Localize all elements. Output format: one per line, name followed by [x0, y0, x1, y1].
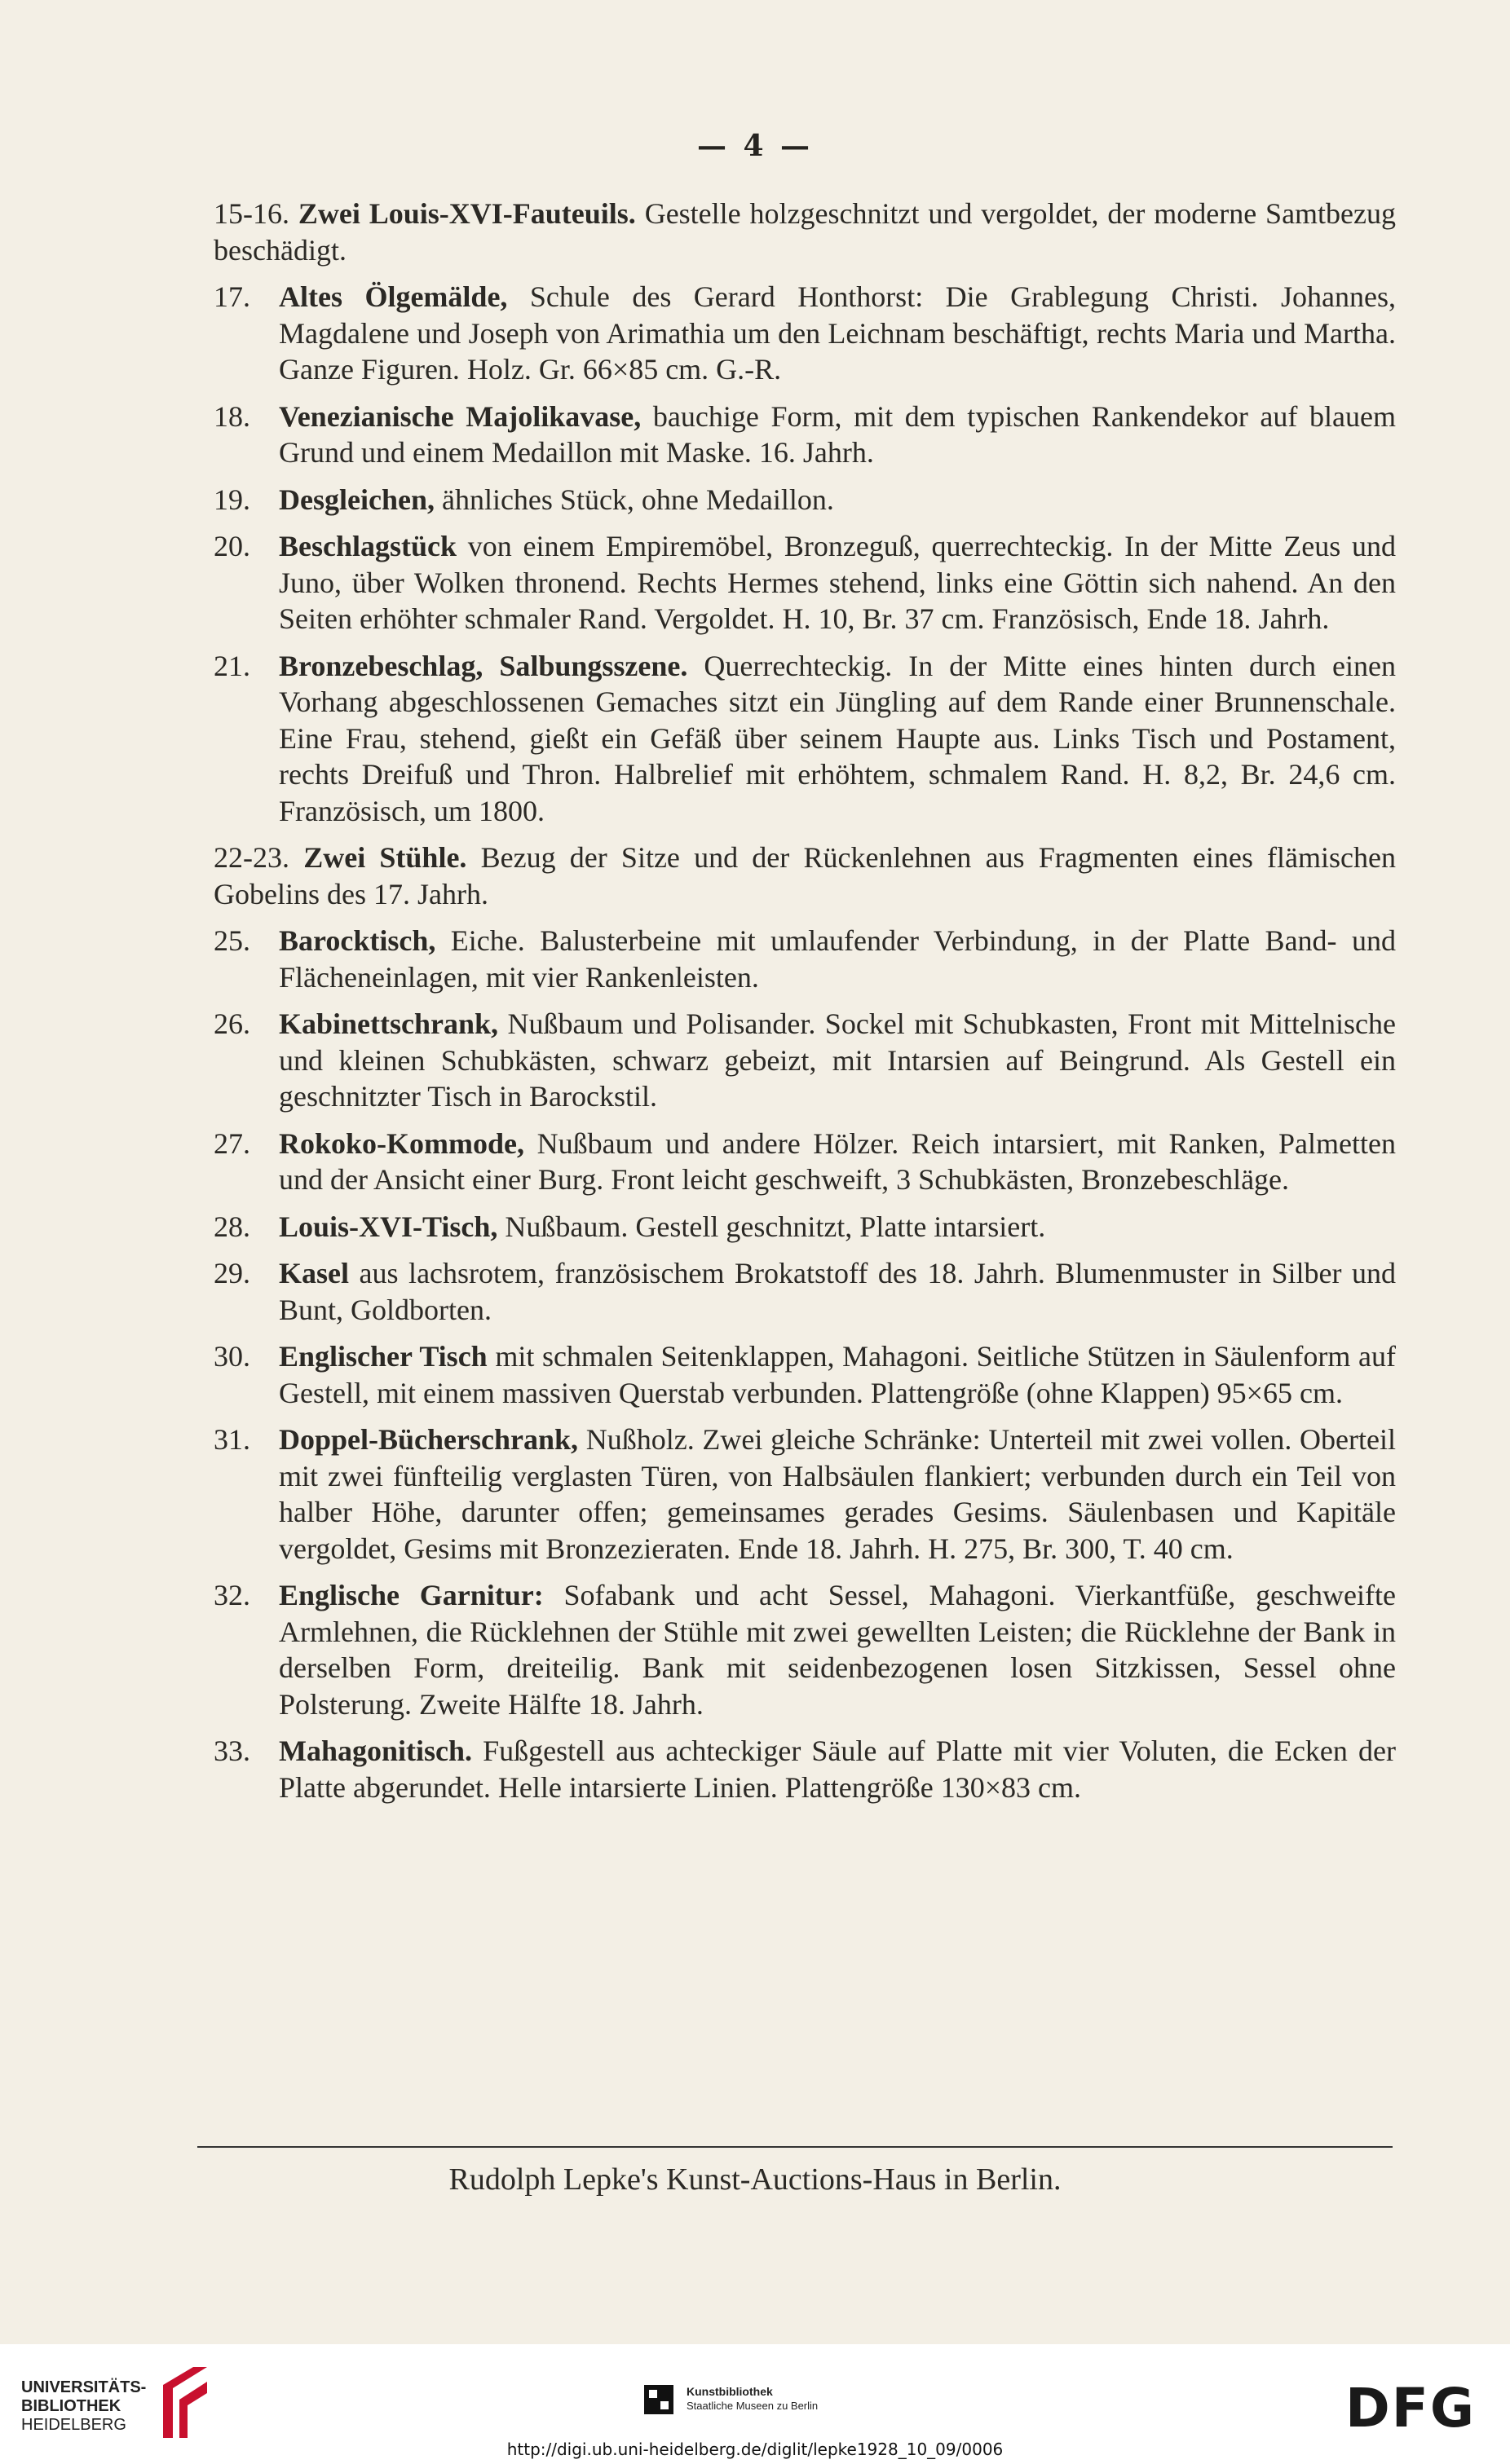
- uni-logo-line1: UNIVERSITÄTS-: [21, 2378, 147, 2396]
- entry-description: mit schmalen Seitenklappen, Mahagoni. Seitliche Stützen in Säulenform auf Gestell, mit einem massiven Querstab verbunden. Plattengröße (ohne Klappen) 95×65 cm.: [279, 1340, 1396, 1409]
- entry-title: Barocktisch,: [279, 924, 436, 957]
- catalog-entry: [214, 1733, 1396, 1805]
- entry-description: Nußholz. Zwei gleiche Schränke: Unterteil mit zwei vollen. Oberteil mit zwei fünfteilig verglasten Türen, von Halbsäulen flankiert; verbunden durch ein Teil von halber Höhe, darunter offen; gemeinsames gerades Gesims. Säulenbasen und Kapitäle vergoldet, Gesims mit Bronzezieraten. Ende 18. Jahrh. H. 275, Br. 300, T. 40 cm.: [279, 1423, 1396, 1565]
- digitization-logo-bar: [0, 2344, 1510, 2464]
- catalog-entry: [214, 1006, 1396, 1115]
- entry-number: 15-16.: [214, 197, 289, 230]
- entry-number: 26.: [214, 1007, 250, 1040]
- entry-description: Fußgestell aus achteckiger Säule auf Platte mit vier Voluten, die Ecken der Platte abgerundet. Helle intarsierte Linien. Plattengröße 130×83 cm.: [279, 1734, 1396, 1804]
- catalog-entry: [214, 840, 1396, 912]
- entry-description: Nußbaum und Polisander. Sockel mit Schubkasten, Front mit Mittelnische und kleinen Schubkästen, schwarz gebeizt, mit Intarsien auf Beingrund. Als Gestell ein geschnitzter Tisch in Barockstil.: [279, 1007, 1396, 1113]
- entry-number: 29.: [214, 1257, 250, 1289]
- entry-description: aus lachsrotem, französischem Brokatstoff des 18. Jahrh. Blumenmuster in Silber und Bunt, Goldborten.: [279, 1257, 1396, 1326]
- entry-number: 27.: [214, 1126, 250, 1160]
- entry-number: 22-23.: [214, 841, 289, 874]
- page-number: — 4 —: [696, 129, 814, 163]
- auction-house-footer: Rudolph Lepke's Kunst-Auctions-Haus in Berlin.: [448, 2162, 1062, 2197]
- catalog-entry: [214, 528, 1396, 637]
- catalog-entry: [214, 196, 1396, 268]
- entry-description: Eiche. Balusterbeine mit umlaufender Verbindung, in der Platte Band- und Flächeneinlagen, mit vier Rankenleisten.: [279, 924, 1396, 994]
- entry-number: 31.: [214, 1423, 250, 1456]
- entry-number: 32.: [214, 1579, 250, 1611]
- entry-title: Englischer Tisch: [279, 1340, 488, 1373]
- dfg-logo[interactable]: DFG: [1345, 2377, 1477, 2440]
- kunstbibliothek-subtitle: Staatliche Museen zu Berlin: [687, 2400, 819, 2412]
- entry-title: Mahagonitisch.: [279, 1734, 473, 1767]
- entry-number: 21.: [214, 649, 250, 682]
- entry-title: Beschlagstück: [279, 530, 457, 562]
- catalog-entry: [214, 1126, 1396, 1198]
- entry-description: Querrechteckig. In der Mitte eines hinten durch einen Vorhang abgeschlossenen Gemaches sitzt ein Jüngling auf dem Rande einer Brunnenschale. Eine Frau, stehend, gießt ein Gefäß über seinem Haupte aus. Links Tisch und Postament, rechts Dreifuß und Thron. Halbrelief mit erhöhtem, schmalem Rand. H. 8,2, Br. 24,6 cm. Französisch, um 1800.: [279, 649, 1396, 827]
- catalog-entry: [214, 1422, 1396, 1567]
- catalog-entry: [214, 399, 1396, 471]
- entry-title: Venezianische Majolikavase,: [279, 399, 642, 433]
- entry-number: 17.: [214, 280, 250, 313]
- permalink-url[interactable]: http://digi.ub.uni-heidelberg.de/diglit/lepke1928_10_09/0006: [506, 2440, 1004, 2459]
- entry-title: Rokoko-Kommode,: [279, 1126, 525, 1160]
- kunstbibliothek-mark-icon: [644, 2385, 673, 2414]
- entry-number: 30.: [214, 1340, 250, 1373]
- catalog-entries: [214, 196, 1396, 1816]
- entry-number: 19.: [214, 483, 250, 516]
- footer-rule: [197, 2146, 1393, 2148]
- entry-title: Bronzebeschlag, Salbungsszene.: [279, 649, 688, 682]
- kunstbibliothek-title: Kunstbibliothek: [687, 2385, 773, 2398]
- catalog-entry: [214, 923, 1396, 995]
- catalog-entry: [214, 1577, 1396, 1722]
- entry-description: Nußbaum. Gestell geschnitzt, Platte intarsiert.: [497, 1210, 1046, 1243]
- entry-number: 18.: [214, 399, 250, 433]
- catalog-entry: [214, 648, 1396, 830]
- entry-title: Kasel: [279, 1257, 349, 1289]
- entry-description: Schule des Gerard Honthorst: Die Grablegung Christi. Johannes, Magdalene und Joseph von Arimathia um den Leichnam beschäftigt, rechts Maria und Martha. Ganze Figuren. Holz. Gr. 66×85 cm. G.-R.: [279, 280, 1396, 386]
- catalog-entry: [214, 1255, 1396, 1328]
- entry-number: 33.: [214, 1734, 250, 1767]
- entry-title: Altes Ölgemälde,: [279, 280, 508, 313]
- entry-title: Englische Garnitur:: [279, 1579, 544, 1611]
- catalog-entry: [214, 1338, 1396, 1411]
- entry-description: Gestelle holzgeschnitzt und vergoldet, der moderne Samtbezug beschädigt.: [214, 197, 1397, 267]
- entry-title: Doppel-Bücherschrank,: [279, 1423, 579, 1456]
- entry-description: ähnliches Stück, ohne Medaillon.: [434, 483, 834, 516]
- catalog-entry: [214, 482, 1396, 518]
- entry-description: von einem Empiremöbel, Bronzeguß, querrechteckig. In der Mitte Zeus und Juno, über Wolken thronend. Rechts Hermes stehend, links eine Göttin sich nahend. An den Seiten erhöhter schmaler Rand. Vergoldet. H. 10, Br. 37 cm. Französisch, Ende 18. Jahrh.: [279, 530, 1396, 635]
- entry-number: 28.: [214, 1210, 250, 1243]
- catalog-entry: [214, 1209, 1396, 1245]
- catalog-entry: [214, 279, 1396, 388]
- entry-description: Sofabank und acht Sessel, Mahagoni. Vierkantfüße, geschweifte Armlehnen, die Rücklehnen der Stühle mit zwei gewellten Leisten; die Rücklehne der Bank in derselben Form, dreiteilig. Bank mit seidenbezogenen losen Sitzkissen, Sessel ohne Polsterung. Zweite Hälfte 18. Jahrh.: [279, 1579, 1396, 1721]
- uni-logo-line3: HEIDELBERG: [21, 2416, 126, 2434]
- entry-description: Nußbaum und andere Hölzer. Reich intarsiert, mit Ranken, Palmetten und der Ansicht einer Burg. Front leicht geschweift, 3 Schubkästen, Bronzebeschläge.: [279, 1126, 1396, 1196]
- uni-logo-line2: BIBLIOTHEK: [21, 2397, 121, 2415]
- entry-title: Kabinettschrank,: [279, 1007, 499, 1040]
- entry-description: Bezug der Sitze und der Rückenlehnen aus Fragmenten eines flämischen Gobelins des 17. Jahrh.: [214, 841, 1396, 910]
- entry-number: 20.: [214, 530, 250, 562]
- entry-description: bauchige Form, mit dem typischen Rankendekor auf blauem Grund und einem Medaillon mit Maske. 16. Jahrh.: [279, 399, 1396, 469]
- entry-title: Zwei Stühle.: [303, 841, 467, 874]
- university-library-logo[interactable]: [21, 2378, 146, 2435]
- entry-number: 25.: [214, 924, 250, 957]
- university-mark-icon: [157, 2360, 214, 2442]
- entry-title: Desgleichen,: [279, 483, 435, 516]
- entry-title: Louis-XVI-Tisch,: [279, 1210, 498, 1243]
- entry-title: Zwei Louis-XVI-Fauteuils.: [298, 197, 636, 230]
